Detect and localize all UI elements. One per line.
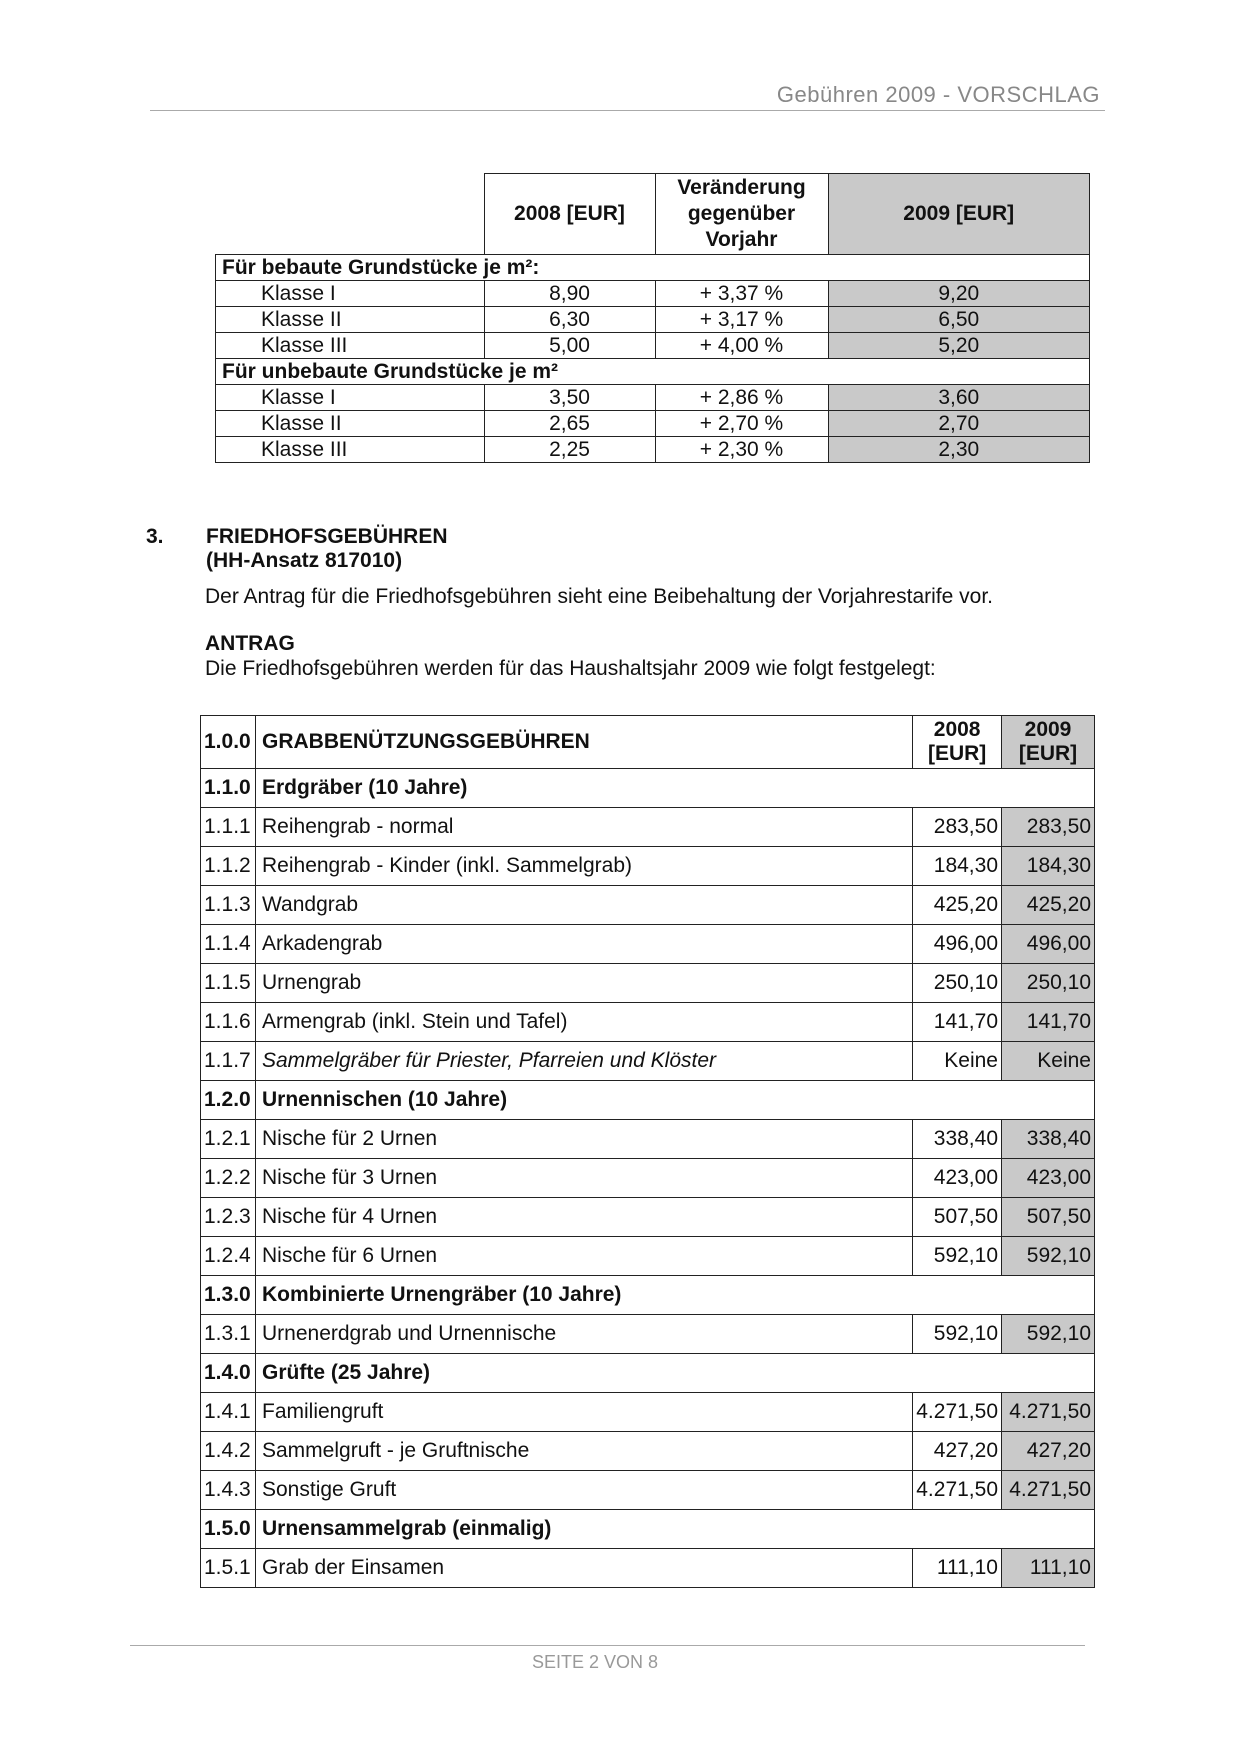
class-label: Klasse II	[216, 307, 485, 333]
item-label: Nische für 4 Urnen	[256, 1198, 913, 1237]
item-label: Reihengrab - normal	[256, 808, 913, 847]
value-2009: 111,10	[1002, 1549, 1095, 1588]
value-2009: Keine	[1002, 1042, 1095, 1081]
item-code: 1.1.5	[201, 964, 256, 1003]
item-label: Grab der Einsamen	[256, 1549, 913, 1588]
class-label: Klasse I	[216, 385, 485, 411]
section-heading	[146, 525, 448, 572]
value-2009: 427,20	[1002, 1432, 1095, 1471]
item-label: Nische für 3 Urnen	[256, 1159, 913, 1198]
table-row	[201, 1159, 1095, 1198]
value-2008: 4.271,50	[913, 1471, 1002, 1510]
value-2009: 496,00	[1002, 925, 1095, 964]
page-header: Gebühren 2009 - VORSCHLAG	[776, 82, 1100, 107]
table-row	[201, 808, 1095, 847]
value-2009: 2,70	[828, 411, 1090, 437]
item-code: 1.1.4	[201, 925, 256, 964]
change-value: + 2,30 %	[655, 437, 828, 463]
col-2009: 2009 [EUR]	[828, 174, 1090, 255]
item-code: 1.4.2	[201, 1432, 256, 1471]
item-label: Sonstige Gruft	[256, 1471, 913, 1510]
header-title: GRABBENÜTZUNGSGEBÜHREN	[256, 716, 913, 769]
group-title: Für unbebaute Grundstücke je m²	[216, 359, 1090, 385]
group-title: Urnensammelgrab (einmalig)	[256, 1510, 1095, 1549]
table-row	[201, 1120, 1095, 1159]
table-row	[201, 1237, 1095, 1276]
table-row	[201, 1315, 1095, 1354]
item-label: Armengrab (inkl. Stein und Tafel)	[256, 1003, 913, 1042]
table-row	[201, 1432, 1095, 1471]
table-row	[201, 847, 1095, 886]
item-label: Nische für 6 Urnen	[256, 1237, 913, 1276]
table-row	[201, 964, 1095, 1003]
value-2008: Keine	[913, 1042, 1002, 1081]
value-2009: 6,50	[828, 307, 1090, 333]
col-2008: 2008 [EUR]	[913, 716, 1002, 769]
item-label: Nische für 2 Urnen	[256, 1120, 913, 1159]
table-row	[216, 333, 1090, 359]
group-title: Erdgräber (10 Jahre)	[256, 769, 1095, 808]
change-value: + 3,37 %	[655, 281, 828, 307]
item-code: 1.1.0	[201, 769, 256, 808]
page-number: SEITE 2 VON 8	[531, 1652, 659, 1672]
value-2008: 141,70	[913, 1003, 1002, 1042]
item-label: Urnengrab	[256, 964, 913, 1003]
section-title: FRIEDHOFSGEBÜHREN (HH-Ansatz 817010)	[206, 525, 448, 572]
value-2009: 507,50	[1002, 1198, 1095, 1237]
value-2009: 338,40	[1002, 1120, 1095, 1159]
header-rule	[150, 110, 1105, 111]
table-row	[201, 925, 1095, 964]
item-label: Familiengruft	[256, 1393, 913, 1432]
item-code: 1.1.3	[201, 886, 256, 925]
item-code: 1.5.1	[201, 1549, 256, 1588]
value-2008: 184,30	[913, 847, 1002, 886]
header-code: 1.0.0	[201, 716, 256, 769]
table-row	[201, 1471, 1095, 1510]
footer-rule	[130, 1645, 1085, 1646]
value-2009: 592,10	[1002, 1237, 1095, 1276]
value-2009: 250,10	[1002, 964, 1095, 1003]
group-row	[216, 359, 1090, 385]
table-row	[201, 1198, 1095, 1237]
class-label: Klasse III	[216, 333, 485, 359]
item-code: 1.1.6	[201, 1003, 256, 1042]
group-row	[201, 1081, 1095, 1120]
item-label: Reihengrab - Kinder (inkl. Sammelgrab)	[256, 847, 913, 886]
change-value: + 2,70 %	[655, 411, 828, 437]
item-code: 1.2.2	[201, 1159, 256, 1198]
item-code: 1.5.0	[201, 1510, 256, 1549]
cemetery-fee-table	[200, 715, 1095, 1588]
group-row	[201, 1276, 1095, 1315]
col-change: Veränderung gegenüber Vorjahr	[655, 174, 828, 255]
change-value: + 2,86 %	[655, 385, 828, 411]
col-2008: 2008 [EUR]	[484, 174, 655, 255]
table-row	[201, 1549, 1095, 1588]
group-title: Urnennischen (10 Jahre)	[256, 1081, 1095, 1120]
item-code: 1.1.2	[201, 847, 256, 886]
value-2008: 111,10	[913, 1549, 1002, 1588]
table-row	[201, 886, 1095, 925]
item-code: 1.4.1	[201, 1393, 256, 1432]
table-row	[201, 1393, 1095, 1432]
table-row	[216, 281, 1090, 307]
group-row	[216, 255, 1090, 281]
group-row	[201, 769, 1095, 808]
value-2008: 5,00	[484, 333, 655, 359]
item-code: 1.4.3	[201, 1471, 256, 1510]
value-2008: 6,30	[484, 307, 655, 333]
group-title: Kombinierte Urnengräber (10 Jahre)	[256, 1276, 1095, 1315]
value-2009: 3,60	[828, 385, 1090, 411]
item-label: Wandgrab	[256, 886, 913, 925]
item-label: Sammelgräber für Priester, Pfarreien und Klöster	[256, 1042, 913, 1081]
value-2008: 2,25	[484, 437, 655, 463]
antrag-label: ANTRAG	[205, 632, 295, 655]
value-2009: 4.271,50	[1002, 1471, 1095, 1510]
item-code: 1.1.1	[201, 808, 256, 847]
item-code: 1.2.0	[201, 1081, 256, 1120]
value-2009: 2,30	[828, 437, 1090, 463]
value-2009: 184,30	[1002, 847, 1095, 886]
item-label: Urnenerdgrab und Urnennische	[256, 1315, 913, 1354]
table-row	[216, 307, 1090, 333]
item-label: Sammelgruft - je Gruftnische	[256, 1432, 913, 1471]
item-label: Arkadengrab	[256, 925, 913, 964]
value-2008: 425,20	[913, 886, 1002, 925]
item-code: 1.3.0	[201, 1276, 256, 1315]
value-2009: 141,70	[1002, 1003, 1095, 1042]
intro-text: Der Antrag für die Friedhofsgebühren sieht eine Beibehaltung der Vorjahrestarife vor.	[205, 585, 993, 608]
class-label: Klasse I	[216, 281, 485, 307]
antrag-text: Die Friedhofsgebühren werden für das Haushaltsjahr 2009 wie folgt festgelegt:	[205, 657, 936, 680]
item-code: 1.2.3	[201, 1198, 256, 1237]
group-row	[201, 1354, 1095, 1393]
item-code: 1.1.7	[201, 1042, 256, 1081]
value-2008: 4.271,50	[913, 1393, 1002, 1432]
group-title: Grüfte (25 Jahre)	[256, 1354, 1095, 1393]
class-label: Klasse II	[216, 411, 485, 437]
item-code: 1.3.1	[201, 1315, 256, 1354]
item-code: 1.4.0	[201, 1354, 256, 1393]
value-2009: 423,00	[1002, 1159, 1095, 1198]
table-row	[201, 1042, 1095, 1081]
value-2008: 592,10	[913, 1237, 1002, 1276]
value-2008: 3,50	[484, 385, 655, 411]
value-2008: 592,10	[913, 1315, 1002, 1354]
property-fee-table	[215, 173, 1090, 463]
table-row	[216, 411, 1090, 437]
value-2008: 283,50	[913, 808, 1002, 847]
value-2008: 2,65	[484, 411, 655, 437]
item-code: 1.2.4	[201, 1237, 256, 1276]
change-value: + 3,17 %	[655, 307, 828, 333]
group-title: Für bebaute Grundstücke je m²:	[216, 255, 1090, 281]
value-2008: 496,00	[913, 925, 1002, 964]
value-2009: 5,20	[828, 333, 1090, 359]
value-2008: 8,90	[484, 281, 655, 307]
table-row	[216, 437, 1090, 463]
change-value: + 4,00 %	[655, 333, 828, 359]
value-2009: 9,20	[828, 281, 1090, 307]
value-2008: 427,20	[913, 1432, 1002, 1471]
section-number: 3.	[146, 525, 164, 548]
value-2008: 423,00	[913, 1159, 1002, 1198]
value-2009: 592,10	[1002, 1315, 1095, 1354]
value-2009: 4.271,50	[1002, 1393, 1095, 1432]
col-2009: 2009 [EUR]	[1002, 716, 1095, 769]
value-2009: 283,50	[1002, 808, 1095, 847]
table-row	[216, 385, 1090, 411]
group-row	[201, 1510, 1095, 1549]
value-2008: 507,50	[913, 1198, 1002, 1237]
value-2009: 425,20	[1002, 886, 1095, 925]
class-label: Klasse III	[216, 437, 485, 463]
value-2008: 338,40	[913, 1120, 1002, 1159]
table-row	[201, 1003, 1095, 1042]
value-2008: 250,10	[913, 964, 1002, 1003]
item-code: 1.2.1	[201, 1120, 256, 1159]
